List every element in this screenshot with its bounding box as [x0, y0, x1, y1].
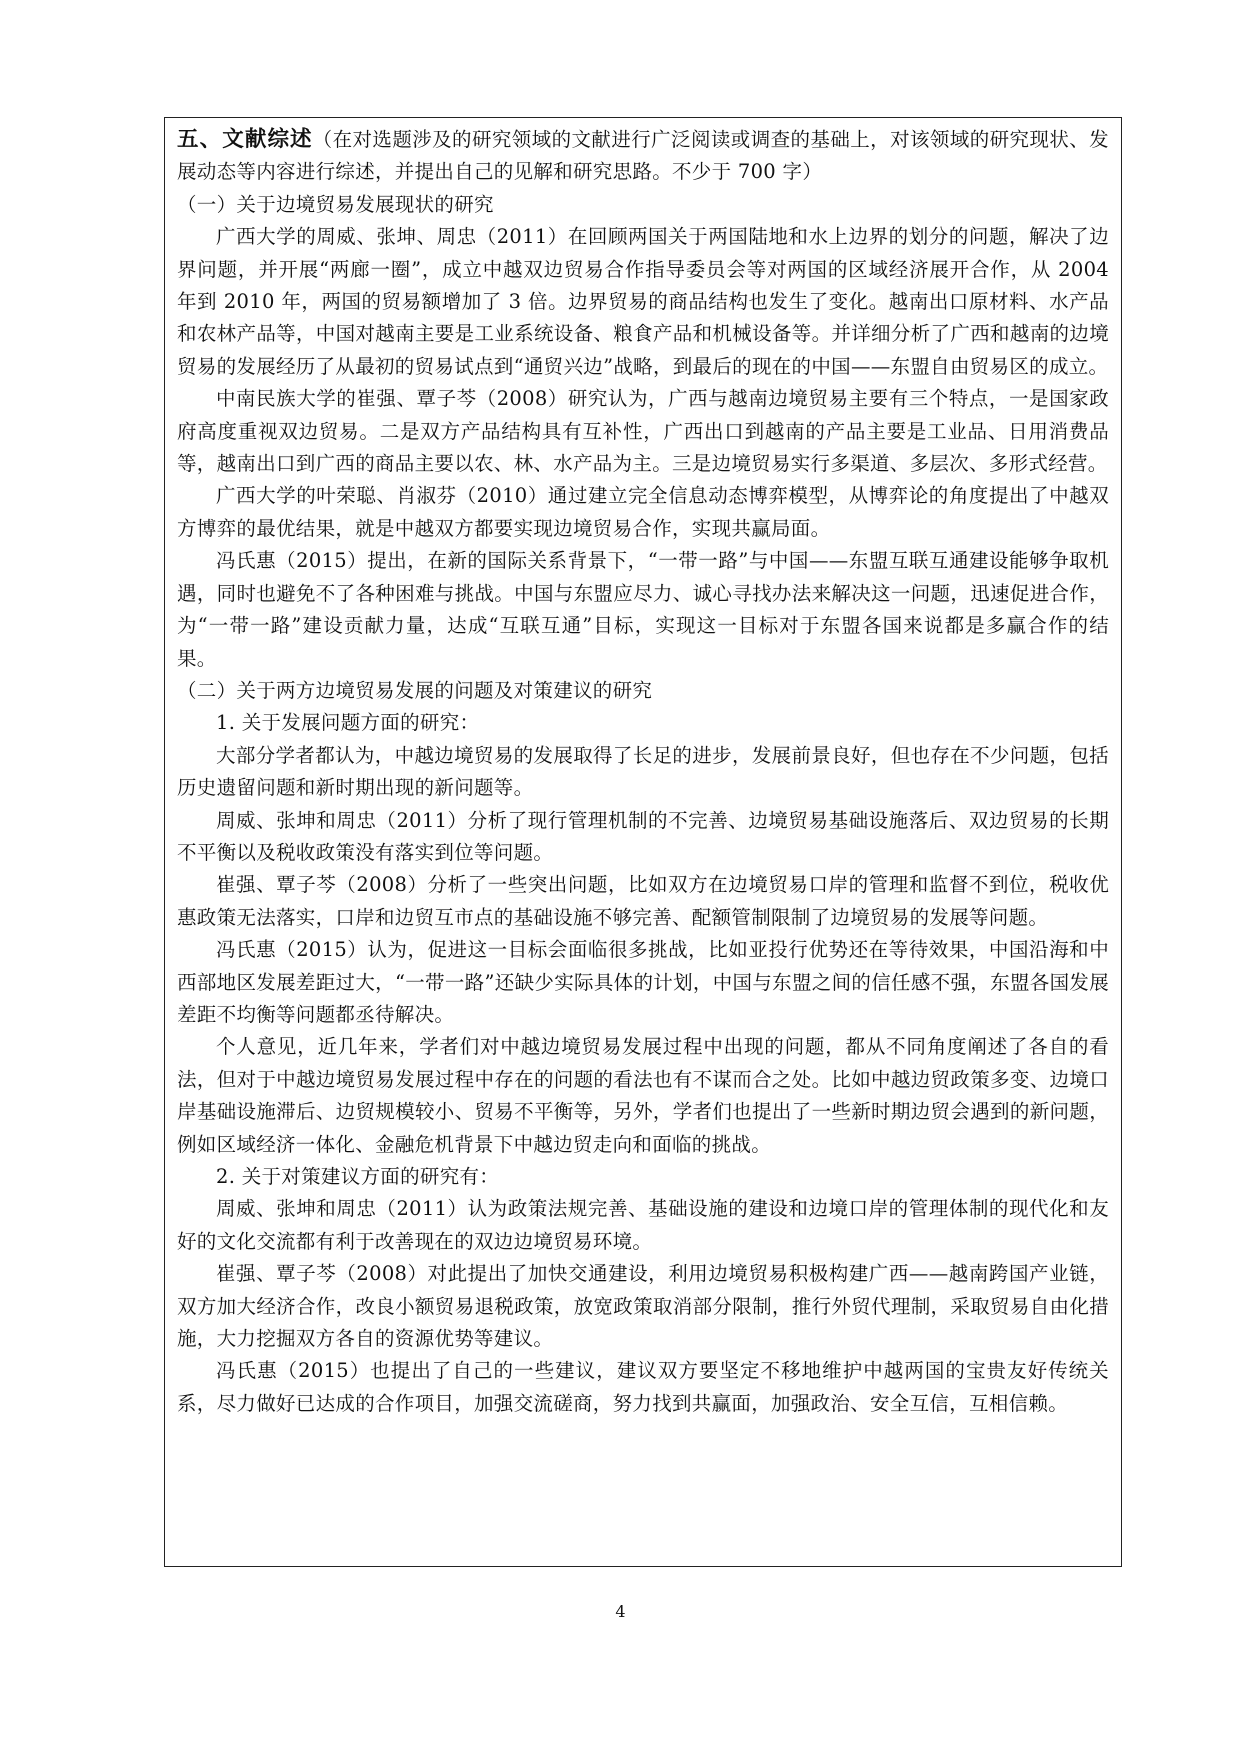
- subsection-title-2: （二）关于两方边境贸易发展的问题及对策建议的研究: [177, 678, 653, 702]
- paragraph: 大部分学者都认为，中越边境贸易的发展取得了长足的进步，发展前景良好，但也存在不少问题，包括历史遗留问题和新时期出现的新问题等。: [177, 743, 1109, 800]
- subsection-title-1: （一）关于边境贸易发展现状的研究: [177, 192, 494, 216]
- list-heading: 1. 关于发展问题方面的研究：: [216, 711, 480, 735]
- document-body: [177, 124, 1109, 1420]
- paragraph: 冯氏惠（2015）提出，在新的国际关系背景下，“一带一路”与中国——东盟互联互通建设能够争取机遇，同时也避免不了各种困难与挑战。中国与东盟应尽力、诚心寻找办法来解决这一问题，迅速促进合作，为“一带一路”建设贡献力量，达成“互联互通”目标，实现这一目标对于东盟各国来说都是多赢合作的结果。: [177, 549, 1109, 670]
- heading-note: （在对选题涉及的研究领域的文献进行广泛阅读或调查的基础上，对该领域的研究现状、发展动态等内容进行综述，并提出自己的见解和研究思路。不少于 700 字）: [177, 128, 1109, 184]
- page-number: 4: [615, 1602, 626, 1621]
- paragraph: 冯氏惠（2015）认为，促进这一目标会面临很多挑战，比如亚投行优势还在等待效果，中国沿海和中西部地区发展差距过大，“一带一路”还缺少实际具体的计划，中国与东盟之间的信任感不强，东盟各国发展差距不均衡等问题都丞待解决。: [177, 938, 1109, 1026]
- heading-title: 五、文献综述: [177, 127, 313, 152]
- paragraph: 周威、张坤和周忠（2011）认为政策法规完善、基础设施的建设和边境口岸的管理体制的现代化和友好的文化交流都有利于改善现在的双边边境贸易环境。: [177, 1197, 1109, 1253]
- section-heading: [177, 124, 1109, 189]
- list-heading: 2. 关于对策建议方面的研究有：: [216, 1165, 500, 1188]
- paragraph: 广西大学的叶荣聪、肖淑芬（2010）通过建立完全信息动态博弈模型，从博弈论的角度提出了中越双方博弈的最优结果，就是中越双方都要实现边境贸易合作，实现共赢局面。: [177, 484, 1109, 540]
- paragraph: 崔强、覃子芩（2008）分析了一些突出问题，比如双方在边境贸易口岸的管理和监督不到位，税收优惠政策无法落实，口岸和边贸互市点的基础设施不够完善、配额管制限制了边境贸易的发展等问题。: [177, 873, 1109, 929]
- paragraph: 广西大学的周威、张坤、周忠（2011）在回顾两国关于两国陆地和水上边界的划分的问题，解决了边界问题，并开展“两廊一圈”，成立中越双边贸易合作指导委员会等对两国的区域经济展开合作，从 2004 年到 2010 年，两国的贸易额增加了 3 倍。边界贸易的商品结构也发生了变化。越南出口原材料、水产品和农林产品等，中国对越南主要是工业系统设备、粮食产品和机械设备等。并详细分析了广西和越南的边境贸易的发展经历了从最初的贸易试点到“通贸兴边”战略，到最后的现在的中国——东盟自由贸易区的成立。: [177, 225, 1109, 378]
- paragraph: 个人意见，近几年来，学者们对中越边境贸易发展过程中出现的问题，都从不同角度阐述了各自的看法，但对于中越边境贸易发展过程中存在的问题的看法也有不谋而合之处。比如中越边贸政策多变、边境口岸基础设施滞后、边贸规模较小、贸易不平衡等，另外，学者们也提出了一些新时期边贸会遇到的新问题，例如区域经济一体化、金融危机背景下中越边贸走向和面临的挑战。: [177, 1035, 1109, 1156]
- paragraph: 中南民族大学的崔强、覃子芩（2008）研究认为，广西与越南边境贸易主要有三个特点，一是国家政府高度重视双边贸易。二是双方产品结构具有互补性，广西出口到越南的产品主要是工业品、日用消费品等，越南出口到广西的商品主要以农、林、水产品为主。三是边境贸易实行多渠道、多层次、多形式经营。: [177, 387, 1109, 476]
- paragraph: 周威、张坤和周忠（2011）分析了现行管理机制的不完善、边境贸易基础设施落后、双边贸易的长期不平衡以及税收政策没有落实到位等问题。: [177, 808, 1109, 864]
- paragraph: 崔强、覃子芩（2008）对此提出了加快交通建设，利用边境贸易积极构建广西——越南跨国产业链，双方加大经济合作，改良小额贸易退税政策，放宽政策取消部分限制，推行外贸代理制，采取贸易自由化措施，大力挖掘双方各自的资源优势等建议。: [177, 1262, 1109, 1351]
- paragraph: 冯氏惠（2015）也提出了自己的一些建议，建议双方要坚定不移地维护中越两国的宝贵友好传统关系，尽力做好已达成的合作项目，加强交流磋商，努力找到共赢面，加强政治、安全互信，互相信赖。: [177, 1359, 1109, 1415]
- content-frame: [164, 117, 1122, 1567]
